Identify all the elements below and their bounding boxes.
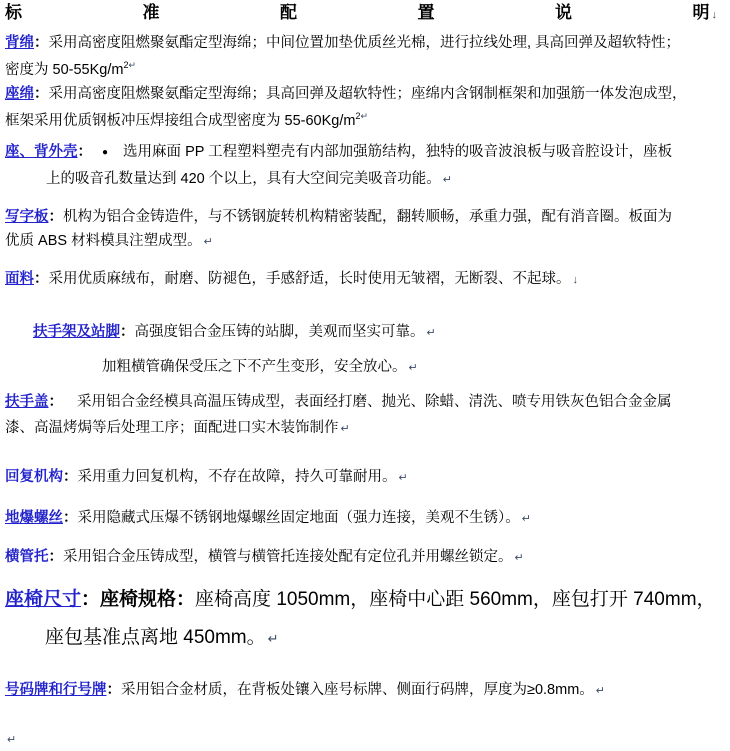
paragraph-line xyxy=(5,389,722,415)
section-label: 背绵 xyxy=(5,35,34,51)
section-text: 漆、高温烤焗等后处理工序；面配进口实木装饰制作 xyxy=(5,419,339,436)
section-text: 采用铝合金材质，在背板处镶入座号标牌、侧面行码牌，厚度为≥0.8mm。 xyxy=(121,681,594,698)
paragraph-mark: ↵ xyxy=(595,684,605,697)
section-text: 选用麻面 PP 工程塑料塑壳有内部加强筋结构，独特的吸音波浪板与吸音腔设计，座板 xyxy=(123,143,673,160)
paragraph-line xyxy=(5,415,722,442)
label-colon: ： xyxy=(34,35,49,51)
title-char: 置 xyxy=(417,3,435,22)
paragraph-mark: ↵ xyxy=(398,471,408,484)
line-break-mark: ↓ xyxy=(711,9,717,21)
paragraph-back-foam xyxy=(5,32,722,81)
label-colon: ： xyxy=(81,588,101,610)
label-colon: ： xyxy=(34,270,49,287)
section-text: 上的吸音孔数量达到 420 个以上，具有大空间完美吸音功能。 xyxy=(46,170,441,187)
paragraph-mark: ↵ xyxy=(442,173,452,186)
section-text: 采用隐藏式压爆不锈钢地爆螺丝固定地面（强力连接，美观不生锈）。 xyxy=(77,509,520,526)
paragraph-line xyxy=(5,83,722,105)
title-last xyxy=(693,3,718,25)
section-label: 扶手盖 xyxy=(5,393,49,410)
paragraph-line xyxy=(5,205,722,229)
paragraph-fabric xyxy=(5,268,722,291)
paragraph-number-plates xyxy=(5,679,722,702)
label-colon: ： xyxy=(106,681,121,698)
section-label: 座绵 xyxy=(5,85,34,102)
empty-paragraph xyxy=(5,728,722,751)
section-text: 座椅高度 1050mm，座椅中心距 560mm，座包打开 740mm， xyxy=(195,588,716,610)
section-label: 扶手架及站脚 xyxy=(33,323,120,340)
section-label: 地爆螺丝 xyxy=(5,509,63,526)
paragraph-line xyxy=(5,54,722,81)
section-text: 框架采用优质钢板冲压焊接组合成型密度为 55-60Kg/m xyxy=(5,112,356,129)
paragraph-mark: ↵ xyxy=(426,326,436,339)
label-colon: ： xyxy=(77,143,92,160)
paragraph-line xyxy=(5,321,722,344)
paragraph-mark: ↵ xyxy=(340,422,350,435)
section-label: 面料 xyxy=(5,270,34,287)
sub-label: 座椅规格： xyxy=(100,588,196,610)
paragraph-mark: ↵ xyxy=(521,512,531,525)
section-text: 采用铝合金压铸成型，横管与横管托连接处配有定位孔并用螺丝锁定。 xyxy=(63,548,513,565)
section-text: 机构为铝合金铸造件，与不锈钢旋转机构精密装配，翻转顺畅，承重力强，配有消音圈。板面为 xyxy=(63,208,672,225)
paragraph-mark: ↵ xyxy=(267,630,279,646)
paragraph-crossbar-bracket xyxy=(5,546,722,569)
section-label: 回复机构 xyxy=(5,468,63,485)
section-text: 高强度铝合金压铸的站脚，美观而坚实可靠。 xyxy=(134,323,425,340)
section-label: 横管托 xyxy=(5,548,49,565)
label-colon: ： xyxy=(48,548,63,565)
paragraph-armrest-cover xyxy=(5,389,722,442)
line-break-mark: ↓ xyxy=(572,273,578,286)
paragraph-writing-tablet xyxy=(5,205,722,254)
section-label: 写字板 xyxy=(5,208,49,225)
paragraph-seat-dimensions xyxy=(5,585,722,653)
title-char: 准 xyxy=(142,3,160,22)
paragraph-mark: ↵ xyxy=(408,361,418,374)
paragraph-line xyxy=(5,507,722,530)
paragraph-mark: ↵ xyxy=(7,733,17,746)
section-text: 采用铝合金经模具高温压铸成型，表面经打磨、抛光、除蜡、清洗、喷专用铁灰色铝合金金属 xyxy=(77,393,672,410)
paragraph-line xyxy=(5,166,722,193)
paragraph-line xyxy=(5,229,722,254)
label-colon: ： xyxy=(63,468,78,485)
superscript: 2 xyxy=(123,60,129,70)
paragraph-line xyxy=(5,585,722,614)
paragraph-line xyxy=(5,466,722,489)
section-text: 采用高密度阻燃聚氨酯定型海绵；具高回弹及超软特性；座绵内含钢制框架和加强筋一体发泡成型， xyxy=(48,85,687,102)
paragraph-line xyxy=(5,679,722,702)
paragraph-line xyxy=(5,32,722,54)
label-colon: ： xyxy=(34,85,49,102)
paragraph-mark: ↵ xyxy=(360,110,369,121)
section-text: 座包基准点离地 450mm。 xyxy=(45,626,266,648)
section-label: 号码牌和行号牌 xyxy=(5,681,107,698)
title-char: 说 xyxy=(555,3,572,22)
paragraph-line xyxy=(5,356,722,379)
paragraph-mark: ↵ xyxy=(128,60,137,70)
title-char: 标 xyxy=(5,3,22,22)
superscript: 2 xyxy=(355,110,361,121)
title-char: 配 xyxy=(280,3,297,22)
paragraph-line xyxy=(5,139,722,166)
title-char: 明 xyxy=(692,3,710,22)
section-text: 加粗横管确保受压之下不产生变形，安全放心。 xyxy=(102,358,407,375)
paragraph-floor-bolt xyxy=(5,507,722,530)
section-label: 座椅尺寸 xyxy=(5,588,82,610)
paragraph-line xyxy=(5,546,722,569)
section-text: 密度为 50-55Kg/m xyxy=(5,61,124,78)
paragraph-return-mechanism xyxy=(5,466,722,489)
bullet-icon: ● xyxy=(102,146,109,158)
section-text: 优质 ABS 材料模具注塑成型。 xyxy=(5,232,202,249)
paragraph-mark: ↵ xyxy=(514,551,524,564)
paragraph-shell xyxy=(5,139,722,193)
section-label: 座、背外壳 xyxy=(5,143,78,160)
label-colon: ： xyxy=(120,323,135,340)
paragraph-mark: ↵ xyxy=(203,235,213,248)
section-text: 采用高密度阻燃聚氨酯定型海绵；中间位置加垫优质丝光棉，进行拉线处理, 具高回弹及超软特性； xyxy=(48,35,681,51)
paragraph-line xyxy=(5,268,722,291)
paragraph-armrest-frame xyxy=(5,321,722,379)
paragraph-line xyxy=(5,105,722,132)
section-text: 采用重力回复机构，不存在故障，持久可靠耐用。 xyxy=(77,468,397,485)
doc-title xyxy=(5,3,717,25)
paragraph-seat-foam xyxy=(5,83,722,132)
label-colon: ： xyxy=(48,393,63,410)
paragraph-line xyxy=(5,623,722,653)
label-colon: ： xyxy=(63,509,78,526)
label-colon: ： xyxy=(48,208,63,225)
section-text: 采用优质麻绒布，耐磨、防褪色，手感舒适，长时使用无皱褶，无断裂、不起球。 xyxy=(48,270,571,287)
